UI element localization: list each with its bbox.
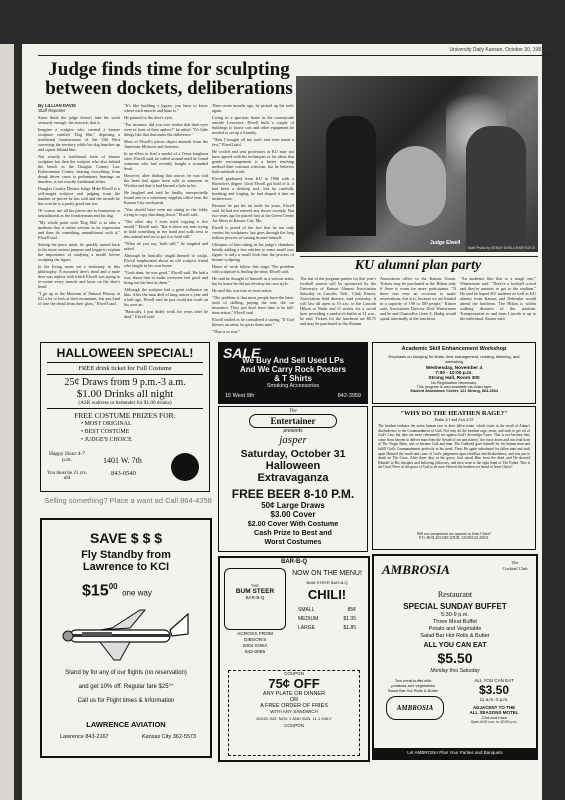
price-medium: $1.35 — [343, 616, 356, 622]
size-medium: MEDIUM — [298, 616, 319, 622]
sale-line3: & T Shirts — [274, 374, 312, 383]
coupon-or: OR — [289, 697, 299, 703]
sale-line4: Smoking Accessories — [266, 383, 320, 389]
across-from: ACROSS FROM — [237, 632, 273, 637]
adjacent1: ADJACENT TO THE — [472, 705, 516, 710]
jasper-event2: Extravaganza — [257, 472, 329, 484]
buffet3: Salad Bar Hot Rolls & Butter — [387, 688, 439, 693]
record-store-ad — [218, 342, 368, 404]
article-paragraph: He said he thought of himself as a serious artist, but he knew he did not develop his own style. — [212, 276, 294, 286]
header-rule — [38, 55, 542, 56]
alumni-rule — [300, 256, 538, 257]
article-paragraph: He cooled and sent professors at KU may not have agreed with his techniques or his ideas that gentle encouragement is a better teaching method than constant criticism, but he believes both methods work. — [212, 149, 294, 174]
airplane-icon — [60, 606, 192, 662]
alumni-col-3: "An audience like that is a tough one," Wintermote said. "They're a football crowd and they're anxious to get to the stadium." He said he hoped KU students as well as KU alumni from Kansas and Nebraska would attend the luncheon. The Hilton is within walking distance of the stadium. Transportation to and from Lincoln is up to the individual, Kinzer said. — [460, 276, 536, 321]
alumni-headline: KU alumni plan party — [354, 258, 482, 273]
cocktail-the: The — [511, 560, 519, 565]
across-phone: 842-0065 — [244, 650, 266, 655]
article-paragraph: He said this was true of most artists. — [212, 288, 273, 293]
halloween-ad — [40, 342, 210, 492]
aviation-phone1: Lawrence 843-2167 — [60, 734, 109, 740]
article-paragraph: Hours of work follow this stage. The problem with sculpture is finding the time, Elwell said. — [212, 264, 294, 274]
article-paragraph: He laughed and said he finally, unexpectedly found one in a veterinary supplies office near the Kansas City stockyards. — [124, 190, 208, 205]
ambrosia-special: SPECIAL SUNDAY BUFFET — [403, 602, 507, 611]
bbq-top: BAR-B-Q — [281, 559, 307, 565]
workshop-reg: No Registration Necessary. — [431, 381, 477, 385]
jasper-prize1: Cash Prize to Best and — [254, 528, 332, 537]
alumni-col-2: Association office in the Kansas Union. Tickets may be purchased at the Hilton only if there is room for more participants. "If there was ever an occasion to make reservations, this is it, because we are limited to a capacity of 190 to 180 people," Kinzer said. Association Director Dick Wintermote and he and Chancellor Gene A. Budig would speak informally at the luncheon. — [380, 276, 456, 321]
ambrosia-items3: Salad Bar Hot Rolls & Butter — [420, 633, 490, 639]
sign-bum-steer: BUM STEER — [235, 588, 275, 595]
aviation-name: LAWRENCE AVIATION — [86, 720, 166, 729]
ambrosia-small-logo: AMBROSIA — [386, 696, 444, 720]
ambrosia-mon: Monday thru Saturday — [430, 668, 480, 674]
article-paragraph: "You should have seen me sitting in the lobby trying to copy that thing down," Elwell said. — [124, 207, 208, 217]
byline-role: Staff Reporter — [38, 108, 66, 113]
ambrosia-hours: Open 6:00 a.m. to 10:00 p.m. — [470, 720, 518, 724]
article-paragraph: Some think the judge doesn't take his work seriously enough: his artwork, that is. — [38, 115, 120, 125]
size-large: LARGE — [298, 625, 315, 631]
buffet2: potatoes and vegetables — [391, 683, 435, 688]
article-paragraph: Imagine a sculptor who created a bronze sculpture entitled "Dog Shit," depicting a traditional frontiersman of the Old West surveying the territory while his dog hunches up and squats behind him. — [38, 127, 120, 152]
article-paragraph: "For instance, did you ever realize that their eyes were in front of their antlers?" he asked. "It's little things like that that make the difference." — [124, 122, 208, 137]
aviation-call: Call us for Flight times & Information — [77, 698, 175, 704]
workshop-sponsor: Student Assistance Center, 121 Strong, 864-4064 — [410, 389, 498, 393]
jasper-date: Saturday, October 31 — [240, 448, 346, 460]
workshop-time: 7:00 - 10:00 p.m. — [435, 371, 473, 376]
article-paragraph: Elwell smiled as he considered a saying, "If God blesses an artist, he gives them time." — [212, 317, 294, 327]
coupon-label-bottom: COUPON — [284, 723, 304, 728]
prize-item: • MOST ORIGINAL — [81, 421, 132, 427]
ambrosia-time: 5:30-9 p.m. — [441, 612, 469, 618]
price-small: 85¢ — [347, 607, 356, 613]
photo-figure-judge — [466, 126, 526, 252]
size-small: SMALL — [298, 607, 315, 613]
article-paragraph: However, after finding that source, he was told the head had again been sold to someone in Wichita and that it had burned a hole in his. — [124, 173, 208, 188]
article-paragraph: "It's like building a jigsaw, you have to know where each muscle and bone is." — [124, 103, 208, 113]
chili: CHILI! — [307, 587, 347, 602]
across-gibsons: GIBSON'S — [243, 638, 267, 643]
menu-name: BUM STEER BAR-B-Q — [306, 580, 348, 585]
ambrosia-ad — [372, 554, 538, 760]
article-column-1 — [38, 103, 120, 341]
article-paragraph: "Then I bought all my tools and even made a few," Elwell said. — [212, 137, 294, 147]
article-paragraph: Elwell graduated from KU in 1966 with a Bachelor's degree. Until Elwell got hold of it, it had been a desktop tool, but by carefully breaking and forging, he had shaped it into an architecture. — [212, 176, 294, 201]
prize-item: • JUDGE'S CHOICE — [81, 437, 132, 443]
heathen-title: "WHY DO THE HEATHEN RAGE?" — [400, 410, 508, 417]
halloween-dollar-sub: (ASK waitress or bartender for $1.00 drinks) — [78, 400, 172, 406]
aviation-price-cents: 00 — [108, 582, 118, 591]
page-header: University Daily Kansan, October 30, 1981 Page 3 — [449, 47, 561, 53]
aviation-price: $15 — [82, 582, 109, 600]
venue-jasper: jasper — [279, 434, 307, 446]
article-paragraph: Not exactly a traditional form of bronze sculpture but then the sculptor who also behind the bench in the Douglas County Law Enforcement Center, hearing everything from drunk driver cases to preliminary hearings on murders, is not exactly traditional either. — [38, 154, 120, 184]
judge-photo — [296, 76, 538, 252]
sign-bbq: BAR-B-Q — [245, 595, 265, 600]
halloween-free-drink: FREE drink ticket for Full Costume — [78, 365, 172, 372]
adjacent2: ALL SEASONS MOTEL — [469, 710, 519, 715]
halloween-draws: 25¢ Draws from 9 p.m.-3 a.m. — [64, 377, 186, 388]
jasper-prize2: Worst Costumes — [264, 537, 322, 546]
article-paragraph: In his living room sat a testimony to this philosophy. A mounted deer's head and a mule deer was replica with which Elwell was trying to re-create every muscle and bone on the deer's head. — [38, 264, 120, 289]
bum-steer-sign — [224, 568, 286, 630]
prize-item: • BEST COSTUME — [81, 429, 130, 435]
jasper-ad — [218, 406, 368, 552]
article-paragraph: Although he basically taught himself to sculpt, Elwell emphasized about an old sculptor friend who taught in his own home. — [124, 253, 208, 268]
article-headline: Judge finds time for sculpting between dockets, deliberations — [45, 59, 293, 99]
article-paragraph: In an effort to find a model of a Texas longhorn steer, Elwell said, he called around until he found someone who had recently bought a wounded head. — [124, 151, 208, 171]
ambrosia-restaurant: Restaurant — [437, 590, 473, 599]
heathen-ad — [372, 406, 536, 550]
ambrosia-price2: $3.50 — [478, 683, 510, 697]
sale-line1: We Buy And Sell Used LPs — [242, 356, 344, 365]
bbq-coupon[interactable] — [228, 670, 360, 756]
aviation-title: SAVE $ $ $ — [89, 530, 163, 546]
halloween-phone: 843-0540 — [111, 470, 136, 477]
now-on-menu: NOW ON THE MENU! — [292, 570, 362, 577]
ambrosia-lunch: 11 a.m.-2 p.m. — [479, 697, 509, 702]
heathen-address: P.O. BOX 403 DECATUR, GEORGIA 30031 — [419, 536, 489, 540]
happy-hour: Happy Hour 4-7 p.m. — [48, 451, 86, 463]
across-address: 2004 IOWA — [242, 644, 268, 649]
workshop-place: Strong Hall, Room 300 — [428, 376, 480, 381]
coupon-line2: A FREE ORDER OF FRIES — [260, 703, 328, 709]
article-paragraph: "Gosh darn, he was good," Elwell said. He had a way about him to make everyone feel good and bring out the best in them." — [124, 270, 208, 285]
sale-title: SALE — [223, 345, 261, 361]
classified-note: Selling something? Place a want ad Call 864-4358 — [44, 496, 212, 505]
aviation-price-suffix: one way — [122, 588, 152, 598]
presents: presents — [283, 428, 303, 434]
halloween-title: HALLOWEEN SPECIAL! — [56, 346, 194, 360]
jasper-event1: Halloween — [265, 460, 321, 472]
jasper-cover: $3.00 Cover — [270, 510, 316, 519]
bar-logo-icon — [171, 453, 199, 481]
coupon-exp: GOOD SAT. NOV. 1 AND SUN. 11-1 ONLY — [256, 716, 332, 721]
adjacent-page-edge — [0, 44, 14, 800]
aviation-ad — [40, 518, 212, 758]
byline: By LILLIAN DAVIS — [38, 103, 76, 108]
article-paragraph: Of course, not all his pieces are as humorous or untraditional as the frontiersman and his dog. — [38, 208, 120, 218]
sign-the: THE — [251, 583, 259, 588]
jasper-draws: 50¢ Large Draws — [261, 501, 325, 510]
ambrosia-items2: Potato and Vegetable — [428, 626, 482, 632]
article-column-3 — [212, 103, 294, 341]
article-paragraph: Douglas County District Judge Mike Elwell is a self-taught sculptor and judging from the number of pieces he has sold and the awards he has won he is a pretty good one too. — [38, 186, 120, 206]
article-paragraph: Most of Elwell's pieces depict animals from the American Midwest and frontiers. — [124, 139, 208, 149]
article-column-2 — [124, 103, 208, 341]
article-paragraph: "The other day I even tried copying a live model," Elwell said. "But it drove me nuts trying to hold something in my hand and walk next to this animal and try to get it to hold still." — [124, 219, 208, 239]
jasper-cover2: $2.00 Cover With Costume — [247, 519, 339, 528]
sale-address: 15 West 9th — [225, 393, 255, 399]
article-col1-text — [38, 115, 120, 306]
ambrosia-all: ALL YOU CAN EAT — [423, 642, 487, 649]
article-paragraph: He pointed to the deer's eyes. — [124, 115, 174, 120]
sale-phone: 842-3959 — [337, 393, 361, 399]
photo-caption: Judge Elwell — [430, 240, 461, 246]
photo-sculpture — [386, 146, 446, 226]
aviation-line1: Fly Standby from — [81, 549, 171, 561]
adjacent3: 23rd and Iowa — [481, 715, 507, 720]
sale-line2: And We Carry Rock Posters — [239, 365, 347, 374]
age-notice: You must be 21 yrs. old — [47, 471, 87, 481]
article-paragraph: "My whole point with 'Dog Shit' is to take a medium that is rather serious in its expression and then do something untraditional with it," Elwell said. — [38, 220, 120, 240]
aviation-line2: Lawrence to KCI — [82, 561, 170, 573]
coupon-line3: WITH ANY SANDWICH — [270, 709, 318, 714]
article-paragraph: Glimpses of him sitting in his judge's chambers hastily adding a few stitches to some small wax figure, is only a small look into the process of bronze sculpting. — [212, 242, 294, 262]
ambrosia-price: $5.50 — [437, 650, 473, 666]
heathen-sub: Psalm 2:1 and Acts 4:25 — [434, 417, 474, 422]
price-large: $1.85 — [343, 625, 356, 631]
workshop-title: Academic Skill Enhancement Workshop — [401, 346, 507, 352]
coupon-label: COUPON — [284, 671, 304, 676]
heathen-footer: Will not unrepentant sin separate us from Christ? — [416, 532, 492, 536]
halloween-dollar-drinks: $1.00 Drinks all night — [76, 388, 174, 400]
entertainer-pre: The — [289, 409, 297, 414]
alumni-col-1: The last of the pregame parties for this year's football season will be sponsored by the University of Kansas Alumni Association Saturday in Lincoln, Neb., Clark Kinzer, Association field director, said yesterday. It will last till open at 10 a.m. in the Lincoln Hilton at Ninth and O streets for a social hour providing a sandwich buffet at 11 a.m., he said. Tickets for the luncheon are $6.75 and may be purchased at the Alumni — [300, 276, 376, 326]
ambrosia-bottom: Let AMBROSIA Plan Your Parties and Banquets — [374, 748, 536, 758]
article-paragraph: Then seven months ago, he picked up his tools again. — [212, 103, 294, 113]
workshop-note: This program is also available via video-tape — [416, 385, 492, 389]
jasper-beer: FREE BEER 8-10 P.M. — [231, 487, 355, 501]
prizes-title: FREE COSTUME PRIZES FOR: — [74, 411, 176, 420]
photo-credit: Staff Photo by KENNY SHELL/HARTSOCK — [468, 246, 536, 250]
cocktail-club: Cocktail Club — [502, 565, 528, 571]
workshop-desc: Emphasis on studying for finals, time management, reading, listening, and notetaking — [388, 354, 520, 364]
article-paragraph: Setting the piece aside, he quickly turned back to his more serious purpose and began to explain the importance of studying a model before sculpting the figure. — [38, 242, 120, 262]
heathen-body: The heathen embrace the entire human race in their fallen estate, which exists in the result of Adam's disobedience to the Commandment of God. Not only do the heathen rage, resist, and seek to get rid of God's Law, but they are most vehemently set against God's Sovereign Grace. This is not because they come from heaven to deliver man from the 'herald of sin and misery,' the curse down and was lead born of The Virgin Mary, and so became God and man. The Godhead gave himself for his human man and fulfill God's Commandments perfectly in his stead. Then, He again substituted for fallen man and took upon Himself the wrath and curse of God's judgement upon rebellion and disobedience, and was put to death on The Cross. After three days in the grave, God raised Him from the dead, and He showed Himself to His disciples and believing followers, and then went to the right hand of The Father. This is the Good News of the grace of God to all men. Haven't the heathen yet heard of Jesus Christ? — [378, 424, 530, 470]
ambrosia-all2: ALL YOU CAN EAT — [474, 678, 514, 683]
article-paragraph: "That is so true." — [212, 329, 241, 334]
coupon-price: 75¢ OFF — [268, 676, 320, 691]
aviation-phone2: Kansas City 362-5573 — [141, 734, 196, 740]
photo-figure-left — [326, 116, 376, 236]
buffet1: Two meat buffet with — [394, 678, 432, 683]
academic-workshop-ad — [372, 342, 536, 404]
coupon-line1: ANY PLATE OR DINNER — [262, 691, 326, 697]
article-paragraph: Because he put his art aside for years, Elwell said, he had not entered any shows recently. But two years ago he placed first at the Green Center Art Show in Kansas City, Mo. — [212, 203, 294, 223]
article-paragraph: Living in a spacious home in the countryside outside Lawrence, Elwell built a couple of buildings to house cats and other equipment he needed to set up a foundry. — [212, 115, 294, 135]
article-paragraph: "I go up to the Museum of Natural History at KU a lot to look at their mountains, but you kind of lose the detail from their glass," Elwell said. — [38, 291, 120, 306]
aviation-standby: Stand by for any of our flights (no reservation) — [65, 670, 187, 676]
ambrosia-logo: AMBROSIA — [382, 562, 450, 577]
halloween-address: 1401 W. 7th — [103, 456, 142, 465]
aviation-regular: and get 10% off. Regular fare $25°° — [78, 684, 174, 690]
workshop-date: Wednesday, November 4 — [425, 366, 483, 371]
article-paragraph: "What do you say, 'hold still,'" he laughed and asked. — [124, 241, 208, 251]
article-paragraph: "The problem is that most people have the basic tools of skilling, paying the rent, the car insurance. They just don't have time to be full-time artists," Elwell said. — [212, 295, 294, 315]
article-paragraph: Although the sculptor had a great influence on him. After the man died of lung cancer a year and a half ago, Elwell said he just could not work on his own art. — [124, 287, 208, 307]
ambrosia-items1: Three Meat Buffet — [433, 619, 477, 625]
article-paragraph: "Basically, I just didn't work for years after he died," Elwell said. — [124, 309, 208, 319]
bbq-ad — [218, 556, 370, 762]
entertainer-logo: Entertainer — [249, 414, 337, 428]
article-paragraph: Elwell is proud of the fact that he not only creates his sculptures, but goes through the long tedious process of casting bronze himself. — [212, 225, 294, 240]
